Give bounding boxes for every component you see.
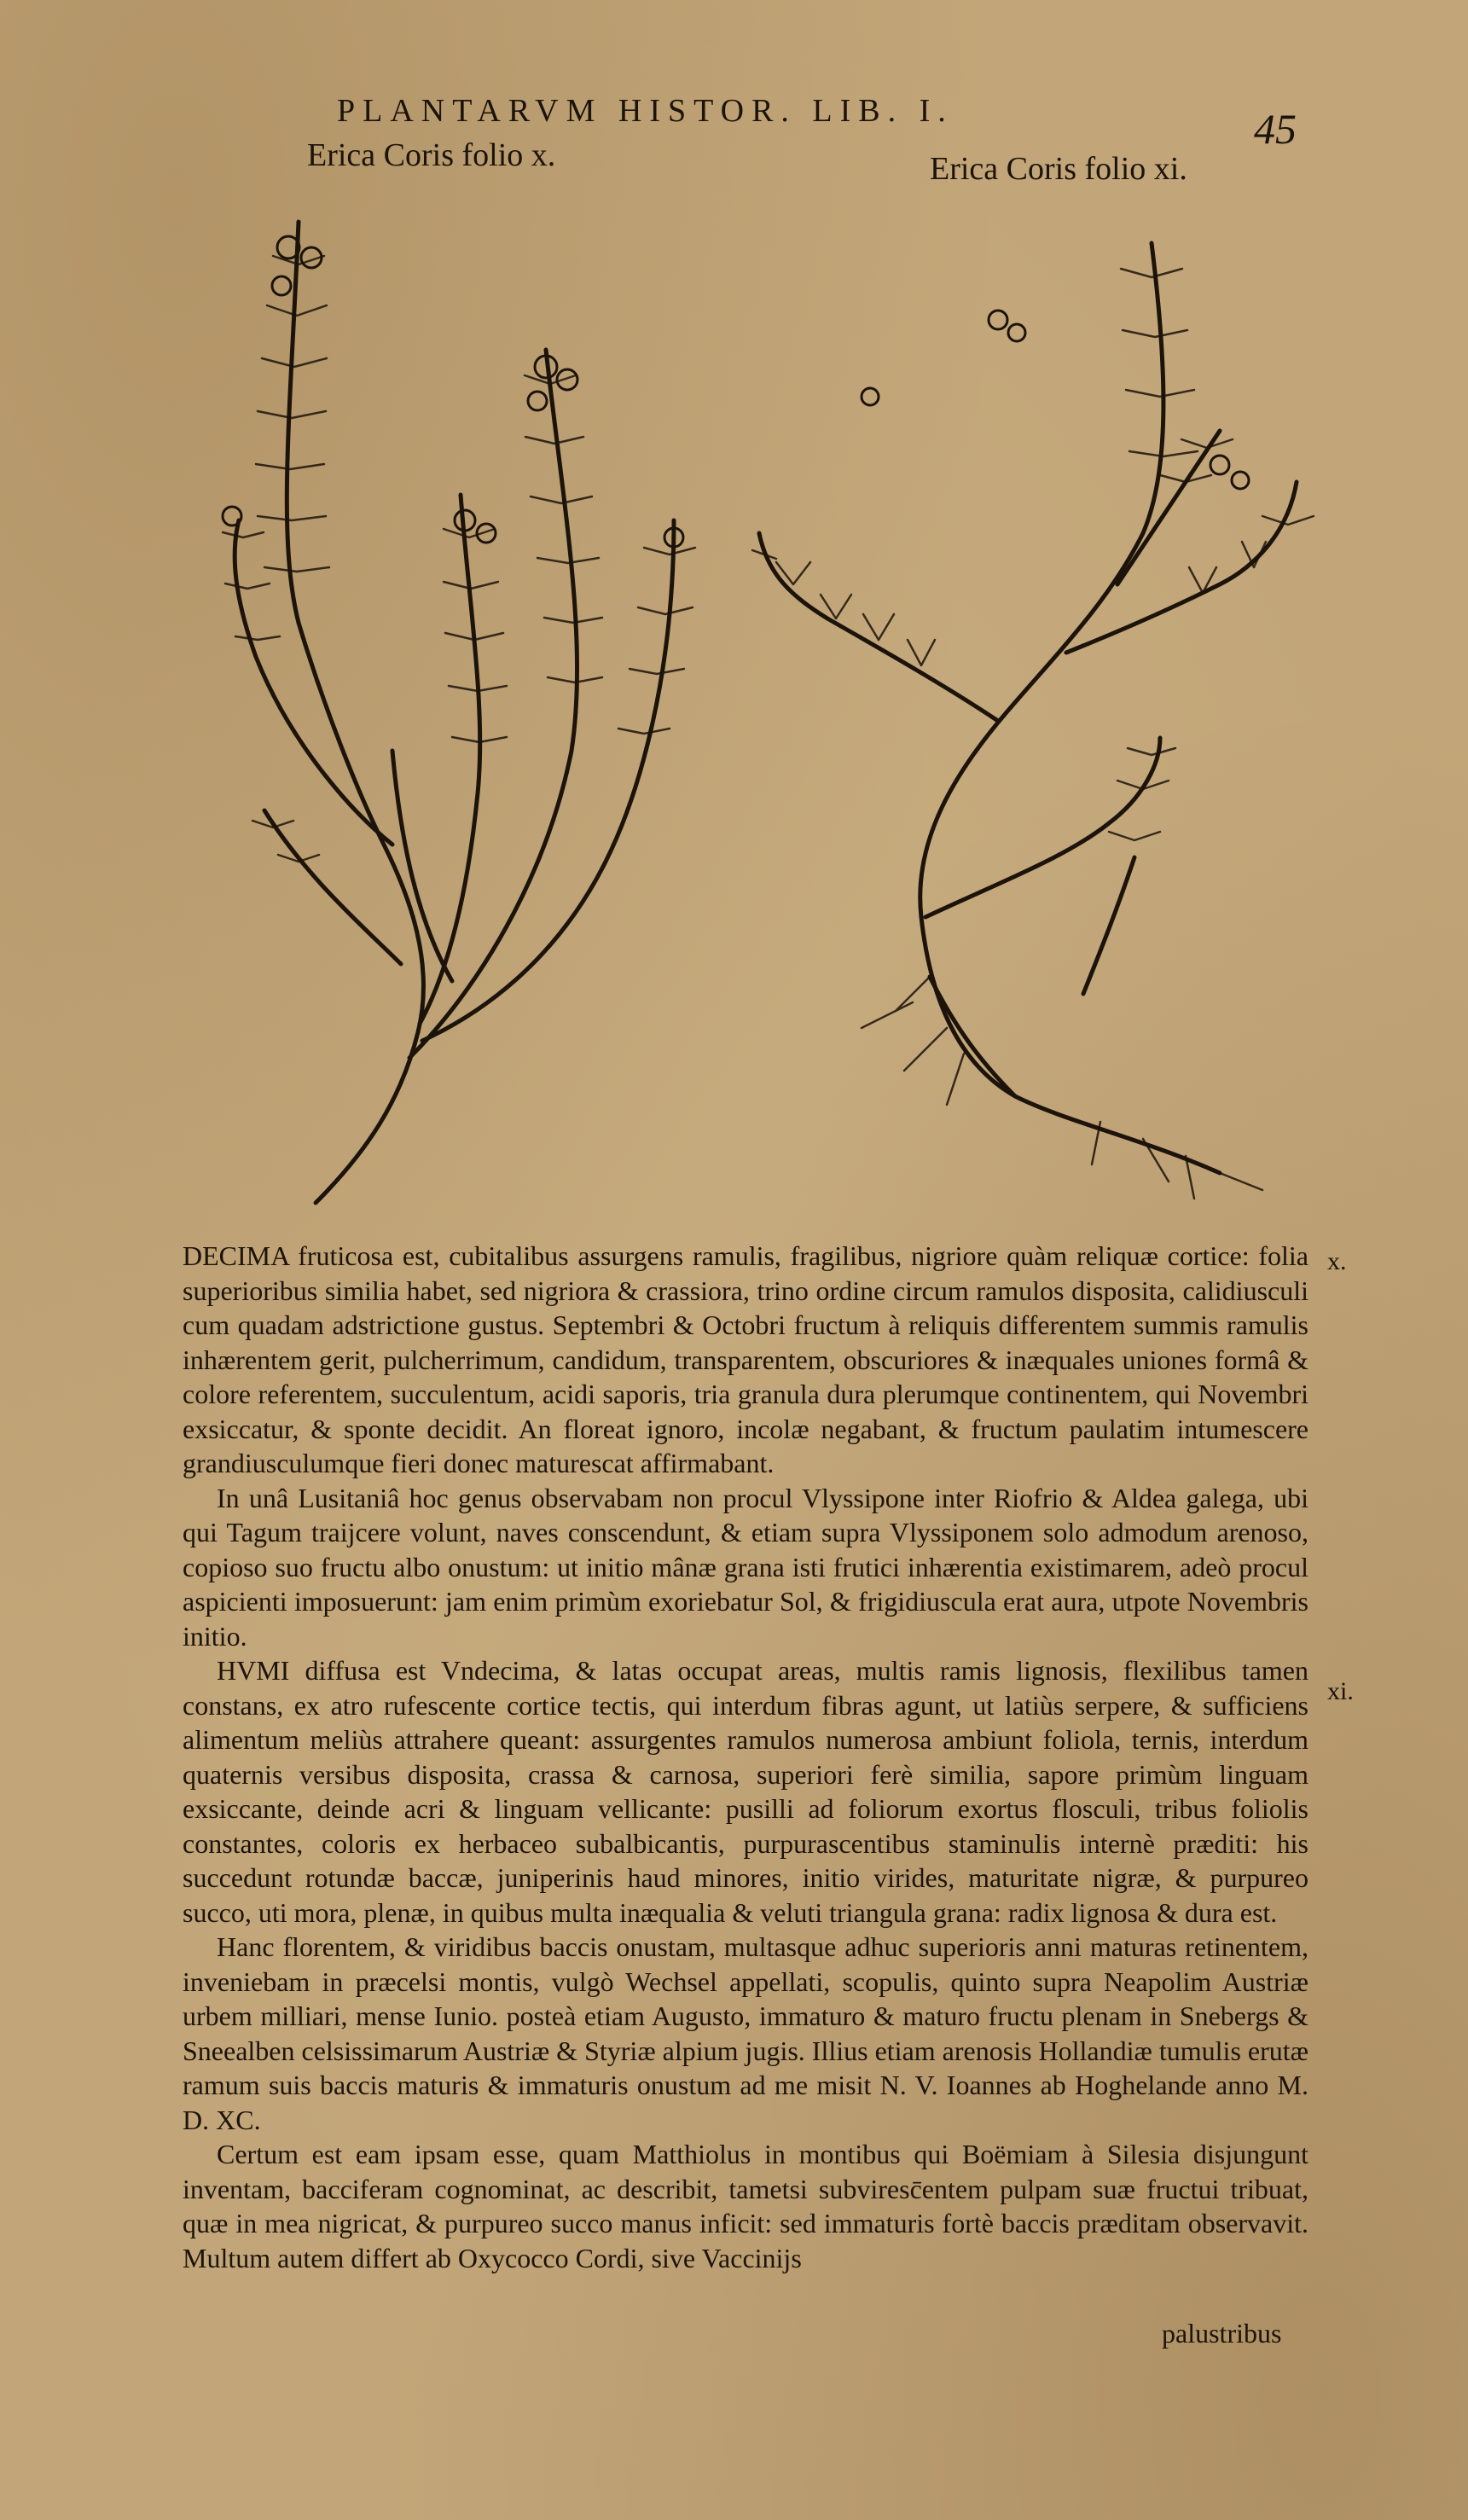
figure-caption-left: Erica Coris folio x. <box>307 137 556 173</box>
margin-note-xi: xi. <box>1327 1677 1354 1705</box>
paragraph-lusitania: In unâ Lusitaniâ hoc genus observabam non procul Vlyssipone inter Riofrio & Aldea galega, ubi qui Tagum traijcere volunt, naves conscendunt, & etiam supra Vlyssiponem solo admodum arenoso, copioso suo fructu albo onustum: ut initio mânæ grana isti frutici inhærentia existimarem, adeò procul aspicienti imposuerunt: jam enim primùm exoriebatur Sol, & frigidiuscula erat aura, utpote Novembris initio. <box>183 1482 1308 1652</box>
paragraph-florentem: Hanc florentem, & viridibus baccis onustam, multasque adhuc superioris anni maturas retinentem, inveniebam in præcelsi montis, vulgò Wechsel appellati, scopulis, quinto supra Neapolim Austriæ urbem milliari, mense Iunio. posteà etiam Augusto, immaturo & maturo fructu plenam in Snebergs & Sneealben celsissimarum Austriæ & Styriæ alpium jugis. Illius etiam arenosis Hollandiæ tumulis erutæ ramum suis baccis maturis & immaturis onustum ad me misit N. V. Ioannes ab Hoghelande anno M. D. XC. <box>183 1931 1308 2135</box>
woodcut-erica-x <box>196 196 708 1211</box>
body-text <box>183 1239 1308 2275</box>
paragraph-certum: Certum est eam ipsam esse, quam Matthiolus in montibus qui Boëmiam à Silesia disjungunt inventam, bacciferam cognominat, ac describit, tametsi subviresc̄entem pulpam suæ fructui tribuat, quæ in mea nigricat, & purpureo succo manus inficit: sed immaturis fortè baccis præditam observavit. Multum autem differt ab Oxycocco Cordi, sive Vaccinijs <box>183 2139 1308 2273</box>
figure-caption-right: Erica Coris folio xi. <box>930 151 1187 187</box>
woodcut-erica-xi <box>742 209 1322 1216</box>
page-number: 45 <box>1254 105 1297 153</box>
margin-note-x: x. <box>1327 1247 1347 1275</box>
paragraph-decima: DECIMA fruticosa est, cubitalibus assurgens ramulis, fragilibus, nigriore quàm reliquæ cortice: folia superioribus similia habet, sed nigriora & crassiora, trino ordine circum ramulos disposita, calidiusculi cum quadam adstrictione gustus. Septembri & Octobri fructum à reliquis differentem summis ramulis inhærentem gerit, pulcherrimum, candidum, transparentem, obscuriores & inæquales uniones formâ & colore referentem, succulentum, acidi saporis, tria granula dura plerumque continentem, qui Novembri exsiccatur, & sponte decidit. An floreat ignoro, incolæ negabant, & fructum paulatim intumescere grandiusculumque fieri donec maturescat affirmabant. <box>183 1240 1308 1478</box>
running-head: PLANTARVM HISTOR. LIB. I. <box>337 93 954 129</box>
catchword: palustribus <box>1162 2318 1282 2349</box>
paragraph-humi: HVMI diffusa est Vndecima, & latas occupat areas, multis ramis lignosis, flexilibus tamen constans, ex atro rufescente cortice tectis, qui interdum fibras agunt, ut latiùs serpere, & sufficiens alimentum meliùs attrahere queant: assurgentes ramulos numerosa ambiunt foliola, ternis, interdum quaternis versibus disposita, crassa & carnosa, superiori ferè similia, sapore primùm linguam exsiccante, deinde acri & linguam vellicante: pusilli ad foliorum exortus flosculi, tribus foliolis constantes, coloris ex herbaceo subalbicantis, purpurascentibus staminulis internè præditi: his succedunt rotundæ baccæ, juniperinis haud minores, initio virides, maturitate nigræ, & purpureo succo, uti mora, plenæ, in quibus multa inæqualia & veluti triangula grana: radix lignosa & dura est. <box>183 1655 1308 1928</box>
